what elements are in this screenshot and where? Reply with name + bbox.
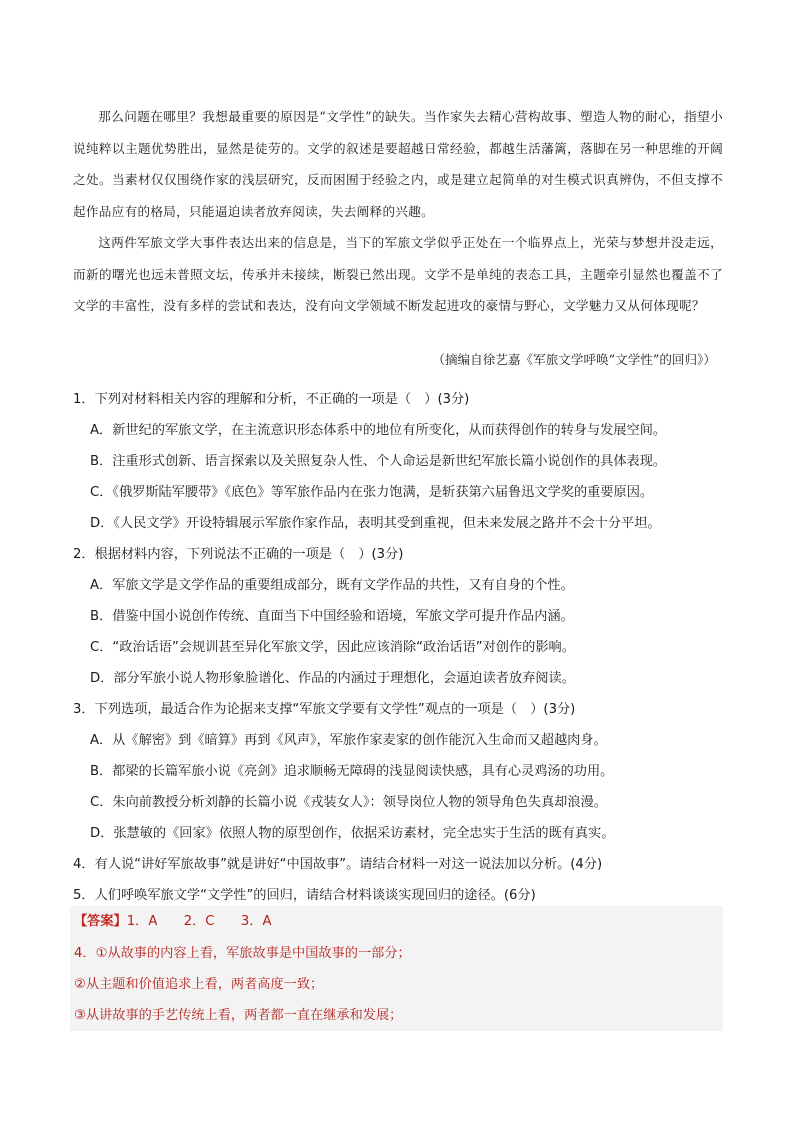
question-2-option-d: D．部分军旅小说人物形象脸谱化、作品的内涵过于理想化，会逼迫读者放弃阅读。 xyxy=(90,671,575,686)
question-2-option-a: A．军旅文学是文学作品的重要组成部分，既有文学作品的共性，又有自身的个性。 xyxy=(90,578,574,593)
question-list xyxy=(73,384,733,911)
answer-choices: 1．A 2．C 3．A xyxy=(126,914,272,929)
question-1-option-a: A．新世纪的军旅文学，在主流意识形态体系中的地位有所变化，从而获得创作的转身与发展空间。 xyxy=(90,423,667,438)
question-2-option-c: C．“政治话语”会规训甚至异化军旅文学，因此应该消除“政治话语”对创作的影响。 xyxy=(90,640,575,655)
question-3-option-b: B．都梁的长篇军旅小说《亮剑》追求顺畅无障碍的浅显阅读快感，具有心灵鸡汤的功用。 xyxy=(90,764,614,779)
question-3-option-c: C．朱向前教授分析刘静的长篇小说《戎装女人》：领导岗位人物的领导角色失真却浪漫。 xyxy=(90,795,607,810)
question-3-option-d: D．张慧敏的《回家》依照人物的原型创作，依据采访素材，完全忠实于生活的既有真实。 xyxy=(90,826,615,841)
passage-paragraph-2: 这两件军旅文学大事件表达出来的信息是，当下的军旅文学似乎正处在一个临界点上，光荣与梦想并没走远，而新的曙光也远未普照文坛，传承并未接续，断裂已然出现。文学不是单纯的表态工具，主题牵引显然也覆盖不了文学的丰富性，没有多样的尝试和表达，没有向文学领域不断发起进攻的豪情与野心，文学魅力又从何体现呢？ xyxy=(73,235,723,313)
question-1-option-c: C．《俄罗斯陆军腰带》《底色》等军旅作品内在张力饱满，是斩获第六届鲁迅文学奖的重要原因。 xyxy=(90,485,654,500)
answer-block xyxy=(70,906,723,1031)
question-1-option-d: D．《人民文学》开设特辑展示军旅作家作品，表明其受到重视，但未来发展之路并不会十分平坦。 xyxy=(90,516,661,531)
passage-source: （摘编自徐艺嘉《军旅文学呼唤“文学性”的回归》） xyxy=(432,352,716,367)
question-4-stem: 4．有人说“讲好军旅故事”就是讲好“中国故事”。请结合材料一对这一说法加以分析。(4分) xyxy=(73,857,603,872)
question-5-stem: 5．人们呼唤军旅文学“文学性”的回归，请结合材料谈谈实现回归的途径。(6分) xyxy=(73,888,536,903)
question-3-stem: 3．下列选项，最适合作为论据来支撑“军旅文学要有文学性”观点的一项是（ ）(3分) xyxy=(73,702,576,717)
answer-q4-line-2: ②从主题和价值追求上看，两者高度一致； xyxy=(74,977,324,992)
answer-q4-line-3: ③从讲故事的手艺传统上看，两者都一直在继承和发展； xyxy=(74,1008,403,1023)
answer-q4-line-1: 4．①从故事的内容上看，军旅故事是中国故事的一部分； xyxy=(74,946,411,961)
question-3-option-a: A．从《解密》到《暗算》再到《风声》，军旅作家麦家的创作能沉入生命而又超越肉身。 xyxy=(90,733,607,748)
answer-tag: 【答案】 xyxy=(74,914,127,929)
question-2-stem: 2．根据材料内容，下列说法不正确的一项是（ ）(3分) xyxy=(73,547,404,562)
question-2-option-b: B．借鉴中国小说创作传统、直面当下中国经验和语境，军旅文学可提升作品内涵。 xyxy=(90,609,574,624)
question-1-option-b: B．注重形式创新、语言探索以及关照复杂人性、个人命运是新世纪军旅长篇小说创作的具体表现。 xyxy=(90,454,667,469)
answer-choices-line xyxy=(70,906,723,938)
passage-paragraph-1: 那么问题在哪里？我想最重要的原因是“文学性”的缺失。当作家失去精心营构故事、塑造人物的耐心，指望小说纯粹以主题优势胜出，显然是徒劳的。文学的叙述是要超越日常经验，都越生活藩篱，落脚在另一种思维的开阔之处。当素材仅仅围绕作家的浅层研究，反而困囿于经验之内，或是建立起简单的对生模式识真辨伪，不但支撑不起作品应有的格局，只能逼迫读者放弃阅读，失去阐释的兴趣。 xyxy=(73,109,723,219)
reading-passage xyxy=(73,101,723,322)
question-1-stem: 1．下列对材料相关内容的理解和分析，不正确的一项是（ ）(3分) xyxy=(73,392,470,407)
